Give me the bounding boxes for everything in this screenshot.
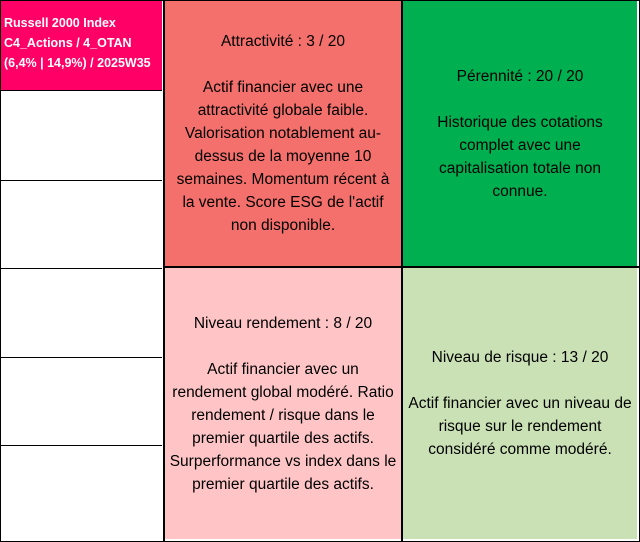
grid-line <box>163 0 165 542</box>
rendement-cell <box>165 268 401 539</box>
grid-line <box>163 266 640 268</box>
empty-cell <box>1 90 162 180</box>
risque-title: Niveau de risque : 13 / 20 <box>431 349 609 366</box>
empty-cell <box>1 445 162 540</box>
asset-stats: (6,4% | 14,9%) / 2025W35 <box>4 56 151 70</box>
attractivite-title: Attractivité : 3 / 20 <box>220 33 346 50</box>
risque-cell <box>403 268 637 539</box>
empty-cell <box>1 180 162 268</box>
perennite-cell <box>403 1 637 266</box>
asset-name: Russell 2000 Index <box>4 16 116 30</box>
attractivite-description: Actif financier avec une attractivité globale faible. Valorisation notablement au-dessus de la moyenne 10 semaines. Momentum récent à la vente. Score ESG de l'actif non disponible. <box>176 79 390 234</box>
empty-cell <box>1 357 162 445</box>
rendement-description: Actif financier avec un rendement global modéré. Ratio rendement / risque dans le premier quartile des actifs. Surperformance vs index dans le premier quartile des actifs. <box>169 360 397 493</box>
perennite-title: Pérennité : 20 / 20 <box>456 67 584 85</box>
risque-description: Actif financier avec un niveau de risque sur le rendement considéré comme modéré. <box>408 395 632 458</box>
grid-line <box>401 0 403 542</box>
asset-category: C4_Actions / 4_OTAN <box>4 36 132 50</box>
perennite-description: Historique des cotations complet avec une capitalisation totale non connue. <box>437 113 603 200</box>
rendement-title: Niveau rendement : 8 / 20 <box>193 314 373 332</box>
attractivite-cell <box>165 1 401 266</box>
asset-header <box>1 1 162 90</box>
empty-cell <box>1 268 162 357</box>
